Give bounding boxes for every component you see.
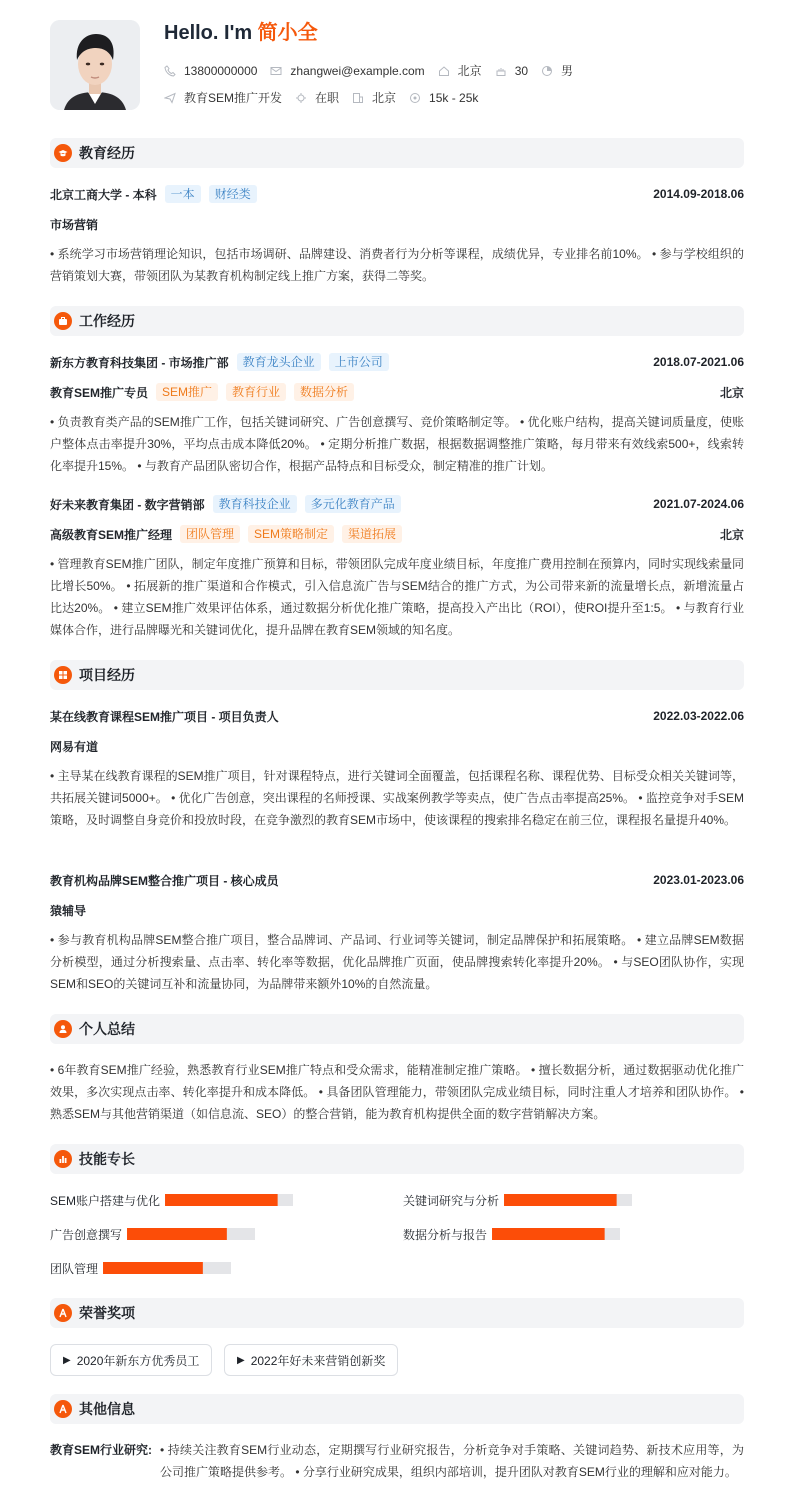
salary-value: 15k - 25k: [429, 91, 479, 105]
award-icon: [54, 1304, 72, 1322]
email-value: zhangwei@example.com: [290, 64, 425, 78]
resume-page: [50, 0, 744, 1479]
section-header-awards: [50, 1298, 744, 1328]
skill-item: [50, 1261, 231, 1275]
age-info: [495, 63, 528, 79]
home-icon: [438, 65, 450, 77]
work-date: 2021.07-2024.06: [653, 497, 744, 511]
project-company: 网易有道: [50, 739, 99, 754]
education-date: 2014.09-2018.06: [653, 187, 744, 201]
skill-progress-fill: [127, 1228, 227, 1240]
target-job-info: [164, 90, 282, 106]
graduation-cap-icon: [54, 144, 72, 162]
hometown-info: [438, 63, 482, 79]
project-company: 猿辅导: [50, 903, 87, 918]
greeting-text: Hello. I'm: [164, 22, 258, 44]
skill-progress-fill: [103, 1262, 203, 1274]
skill-tag: 团队管理: [180, 525, 240, 543]
gender-value: 男: [561, 64, 574, 78]
work-location: 北京: [719, 385, 744, 400]
email-icon: [270, 65, 282, 77]
phone-icon: [164, 65, 176, 77]
project-description: • 参与教育机构品牌SEM整合推广项目，整合品牌词、产品词、行业词等关键词，制定品牌保护和拓展策略。 • 建立品牌SEM数据分析模型，通过分析搜索量、点击率、转化率等数据，优化品牌推广页面，使品牌搜索转化率提升20%。 • 与SEO团队协作，实现SEM和SEO的关键词互补和流量协同，为品牌带来额外10%的自然流量。: [50, 933, 744, 991]
project-company-row: [50, 900, 744, 920]
company-tag: 多元化教育产品: [305, 495, 401, 513]
company-department: 新东方教育科技集团 - 市场推广部: [50, 355, 229, 370]
skill-label: 广告创意撰写: [50, 1227, 123, 1242]
avatar-photo-icon: [50, 20, 140, 110]
email-info: [270, 63, 424, 79]
work-description: • 负责教育类产品的SEM推广工作，包括关键词研究、广告创意撰写、竞价策略制定等。 • 优化账户结构，提高关键词质量度，使账户整体点击率提升30%，平均点击成本降低20%。 • 定期分析推广数据，根据数据调整推广策略，每月带来有效线索500+，线索转化率提升15%。 • 与教育产品团队密切合作，根据产品特点和目标受众，制定精准的推广计划。: [50, 415, 744, 473]
skill-progress-fill: [492, 1228, 605, 1240]
section-header-work: [50, 306, 744, 336]
section-title: 项目经历: [79, 667, 135, 683]
section-header-education: [50, 138, 744, 168]
work-item-header: [50, 352, 744, 372]
skill-tag: SEM策略制定: [248, 525, 334, 543]
skill-tag: 教育行业: [226, 383, 286, 401]
user-icon: [54, 1020, 72, 1038]
award-chip: [224, 1344, 398, 1376]
other-info-description: • 持续关注教育SEM行业动态，定期撰写行业研究报告，分析竞争对手策略、关键词趋势、新技术应用等，为公司推广策略提供参考。 • 分享行业研究成果，组织内部培训，提升团队对教育SEM行业的理解和应对能力。: [160, 1443, 744, 1479]
work-city-info: [352, 90, 396, 106]
age-icon: [495, 65, 507, 77]
age-value: 30: [514, 64, 529, 78]
project-company-row: [50, 736, 744, 756]
work-description: • 管理教育SEM推广团队，制定年度推广预算和目标，带领团队完成年度业绩目标，年度推广费用控制在预算内，同时实现线索量同比增长50%。 • 拓展新的推广渠道和合作模式，引入信息流广告与SEM结合的推广方式，为公司带来新的流量增长点，新增流量占比达20%。 • 建立SEM推广效果评估体系，通过数据分析优化推广策略，提高投入产出比（ROI），使ROI提升至1:5。 • 与教育行业媒体合作，进行品牌曝光和关键词优化，提升品牌在教育SEM领域的知名度。: [50, 557, 744, 637]
summary-description: • 6年教育SEM推广经验，熟悉教育行业SEM推广特点和受众需求，能精准制定推广策略。 • 擅长数据分析，通过数据驱动优化推广效果，多次实现点击率、转化率提升和成本降低。 • 具备团队管理能力，带领团队完成业绩目标，同时注重人才培养和团队协作。 • 熟悉SEM与其他营销渠道（如信息流、SEO）的整合营销，能为教育机构提供全面的数字营销解决方案。: [50, 1063, 744, 1121]
award-chip: [50, 1344, 212, 1376]
gender-icon: [541, 65, 553, 77]
work-role-row: [50, 524, 744, 544]
school-tag: 一本: [165, 185, 201, 203]
company-tag: 上市公司: [329, 353, 389, 371]
company-department: 好未来教育集团 - 数字营销部: [50, 497, 205, 512]
job-info-row: [164, 90, 491, 106]
section-title: 个人总结: [79, 1021, 135, 1037]
award-name: 2020年新东方优秀员工: [76, 1353, 200, 1368]
avatar: [50, 20, 140, 110]
major: 市场营销: [50, 217, 99, 232]
skill-progress-bar: [127, 1228, 255, 1240]
section-title: 技能专长: [79, 1151, 135, 1167]
education-major-row: [50, 214, 744, 234]
work-city-value: 北京: [372, 91, 397, 105]
work-item-header: [50, 494, 744, 514]
job-role: 高级教育SEM推广经理: [50, 527, 173, 542]
skill-item: [403, 1193, 632, 1207]
bar-chart-icon: [54, 1150, 72, 1168]
section-header-summary: [50, 1014, 744, 1044]
project-title: 某在线教育课程SEM推广项目 - 项目负责人: [50, 709, 279, 724]
skill-progress-bar: [492, 1228, 620, 1240]
skill-progress-bar: [165, 1194, 293, 1206]
contact-info-row: [164, 63, 586, 79]
education-item-header: [50, 184, 744, 204]
skill-tag: 数据分析: [294, 383, 354, 401]
project-title: 教育机构品牌SEM整合推广项目 - 核心成员: [50, 873, 279, 888]
gender-info: [541, 63, 573, 79]
project-item-header: [50, 706, 744, 726]
phone-value: 13800000000: [184, 64, 258, 78]
company-tag: 教育龙头企业: [237, 353, 321, 371]
section-header-other: [50, 1394, 744, 1424]
grid-icon: [54, 666, 72, 684]
section-title: 其他信息: [79, 1401, 135, 1417]
other-info-label: 教育SEM行业研究:: [50, 1443, 153, 1457]
resume-header: [50, 0, 744, 125]
section-header-skills: [50, 1144, 744, 1174]
salary-info: [409, 90, 478, 106]
education-description: • 系统学习市场营销理论知识，包括市场调研、品牌建设、消费者行为分析等课程，成绩优异，专业排名前10%。 • 参与学校组织的营销策划大赛，带领团队为某教育机构制定线上推广方案，获得二等奖。: [50, 247, 744, 283]
building-icon: [352, 92, 364, 104]
phone-info: [164, 63, 257, 79]
school-tag: 财经类: [209, 185, 257, 203]
skill-item: [50, 1227, 255, 1241]
section-title: 工作经历: [79, 313, 135, 329]
work-location: 北京: [719, 527, 744, 542]
skill-progress-fill: [165, 1194, 278, 1206]
job-status-value: 在职: [315, 91, 340, 105]
hometown-value: 北京: [457, 64, 482, 78]
skill-progress-bar: [504, 1194, 632, 1206]
job-status-info: [295, 90, 339, 106]
section-header-projects: [50, 660, 744, 690]
project-description: • 主导某在线教育课程的SEM推广项目，针对课程特点，进行关键词全面覆盖，包括课程名称、课程优势、目标受众相关关键词等，共拓展关键词5000+。 • 优化广告创意，突出课程的名师授课、实战案例教学等卖点，使广告点击率提高25%。 • 监控竞争对手SEM策略，及时调整自身竞价和投放时段，在竞争激烈的教育SEM市场中，使该课程的搜索排名稳定在前三位，课程报名量提升40%。: [50, 769, 744, 827]
skill-label: 关键词研究与分析: [403, 1193, 500, 1208]
skill-label: SEM账户搭建与优化: [50, 1193, 161, 1208]
school-degree: 北京工商大学 - 本科: [50, 187, 157, 202]
candidate-name: 简小全: [257, 22, 318, 44]
skill-item: [50, 1193, 293, 1207]
project-date: 2022.03-2022.06: [653, 709, 744, 723]
skill-progress-fill: [504, 1194, 617, 1206]
skill-tag: 渠道拓展: [342, 525, 402, 543]
work-role-row: [50, 382, 744, 402]
skill-progress-bar: [103, 1262, 231, 1274]
triangle-right-icon: ▶: [63, 1354, 71, 1366]
project-date: 2023.01-2023.06: [653, 873, 744, 887]
work-date: 2018.07-2021.06: [653, 355, 744, 369]
info-icon: [54, 1400, 72, 1418]
project-item-header: [50, 870, 744, 890]
salary-icon: [409, 92, 421, 104]
triangle-right-icon: ▶: [237, 1354, 245, 1366]
job-role: 教育SEM推广专员: [50, 385, 149, 400]
award-name: 2022年好未来营销创新奖: [250, 1353, 386, 1368]
target-job-value: 教育SEM推广开发: [184, 91, 283, 105]
status-icon: [295, 92, 307, 104]
skill-label: 数据分析与报告: [403, 1227, 488, 1242]
section-title: 荣誉奖项: [79, 1305, 135, 1321]
send-icon: [164, 92, 176, 104]
skill-item: [403, 1227, 620, 1241]
greeting-heading: [164, 20, 318, 46]
section-title: 教育经历: [79, 145, 135, 161]
skill-label: 团队管理: [50, 1261, 99, 1276]
briefcase-icon: [54, 312, 72, 330]
company-tag: 教育科技企业: [213, 495, 297, 513]
skill-tag: SEM推广: [156, 383, 218, 401]
